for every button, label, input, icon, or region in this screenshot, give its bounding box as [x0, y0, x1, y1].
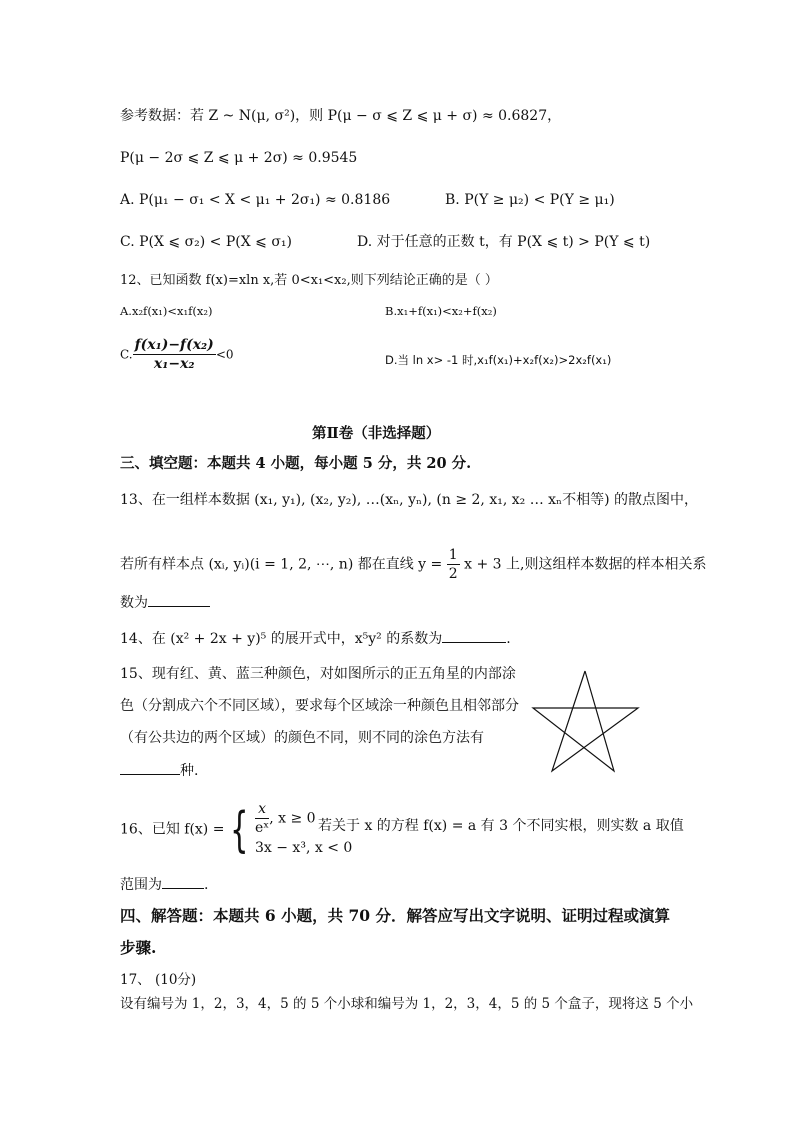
section4-title-line2: 步骤. — [120, 938, 157, 957]
q16-prefix: 16、已知 f(x) = — [120, 821, 225, 838]
q16-line2 — [120, 874, 208, 895]
q14-answer-blank — [442, 628, 506, 643]
q15-line4 — [120, 760, 198, 781]
q11-option-b: B. P(Y ≥ μ₂) < P(Y ≥ μ₁) — [445, 192, 615, 208]
q12-option-c-prefix: C. — [120, 347, 133, 362]
q14-line — [120, 628, 511, 649]
q12-option-c-suffix: <0 — [215, 347, 234, 362]
q15-line2: 色（分割成六个不同区域），要求每个区域涂一种颜色且相邻部分 — [120, 698, 519, 714]
q13-slope-numerator: 1 — [448, 547, 458, 563]
q12-option-c — [120, 336, 234, 373]
q12-option-d: D.当 ln x> -1 时,x₁f(x₁)+x₂f(x₂)>2x₂f(x₁) — [385, 353, 612, 367]
q16-answer-blank — [162, 874, 204, 889]
q12-stem: 12、已知函数 f(x)=xln x,若 0<x₁<x₂,则下列结论正确的是（ ） — [120, 273, 498, 288]
q13-line2-part-b: x + 3 上,则这组样本数据的样本相关系 — [464, 556, 707, 573]
pentagram-outline — [533, 671, 638, 771]
q14-end: . — [506, 631, 511, 647]
q12-option-c-denominator: x₁−x₂ — [153, 356, 195, 372]
q17-heading: 17、 (10分) — [120, 972, 197, 988]
q13-line3-text: 数为 — [120, 595, 148, 611]
q17-line1: 设有编号为 1，2，3，4，5 的 5 个小球和编号为 1，2，3，4，5 的 5 个盒子，现将这 5 个小 — [120, 996, 694, 1012]
q16-case1-denominator: eˣ — [255, 820, 270, 836]
q15-answer-blank — [120, 760, 180, 775]
q11-option-a: A. P(μ₁ − σ₁ < X < μ₁ + 2σ₁) ≈ 0.8186 — [120, 192, 391, 208]
q11-option-c: C. P(X ⩽ σ₂) < P(X ⩽ σ₁) — [120, 234, 292, 250]
q16-case2: 3x − x³, x < 0 — [255, 840, 353, 856]
pentagram-figure — [530, 668, 690, 774]
part2-title: 第Ⅱ卷（非选择题） — [312, 425, 441, 442]
reference-data-line1: 参考数据：若 Z ~ N(μ, σ²)，则 P(μ − σ ⩽ Z ⩽ μ + σ) ≈ 0.6827， — [120, 108, 562, 124]
q13-slope-fraction — [447, 546, 460, 583]
reference-data-line2: P(μ − 2σ ⩽ Z ⩽ μ + 2σ) ≈ 0.9545 — [120, 150, 358, 166]
q16-line2-text: 范围为 — [120, 877, 162, 893]
q15-line1: 15、现有红、黄、蓝三种颜色，对如图所示的正五角星的内部涂 — [120, 666, 516, 682]
q16-case1-numerator: x — [255, 800, 269, 819]
q15-line4-text: 种. — [180, 763, 199, 779]
q14-text: 14、在 (x² + 2x + y)⁵ 的展开式中，x⁵y² 的系数为 — [120, 631, 443, 647]
q12-option-c-fraction — [133, 336, 216, 373]
q16-case1-condition: , x ≥ 0 — [269, 810, 316, 827]
q11-option-d: D. 对于任意的正数 t，有 P(X ⩽ t) > P(Y ⩽ t) — [357, 234, 651, 250]
q16-line2-end: . — [204, 877, 209, 893]
q16-case1-fraction — [255, 800, 269, 837]
q16-suffix: 若关于 x 的方程 f(x) = a 有 3 个不同实根，则实数 a 取值 — [318, 818, 684, 834]
q15-line3: （有公共边的两个区域）的颜色不同，则不同的涂色方法有 — [120, 730, 484, 746]
q13-line1: 13、在一组样本数据 (x₁, y₁), (x₂, y₂), …(xₙ, yₙ), (n ≥ 2, x₁, x₂ … xₙ不相等) 的散点图中， — [120, 492, 699, 508]
section4-title-line1: 四、解答题：本题共 6 小题，共 70 分．解答应写出文字说明、证明过程或演算 — [120, 906, 670, 925]
q16-left-brace: { — [230, 801, 249, 858]
q12-option-a: A.x₂f(x₁)<x₁f(x₂) — [120, 304, 213, 318]
q13-line3 — [120, 592, 210, 613]
q13-line2 — [120, 546, 706, 583]
section3-title: 三、填空题：本题共 4 小题，每小题 5 分，共 20 分. — [120, 455, 472, 472]
q12-option-c-numerator: f(x₁)−f(x₂) — [134, 337, 214, 353]
q13-line2-part-a: 若所有样本点 (xᵢ, yᵢ)(i = 1, 2, ⋯, n) 都在直线 y = — [120, 556, 443, 573]
q13-answer-blank — [148, 592, 210, 607]
q13-slope-denominator: 2 — [448, 566, 458, 582]
q12-option-b: B.x₁+f(x₁)<x₂+f(x₂) — [385, 304, 497, 318]
